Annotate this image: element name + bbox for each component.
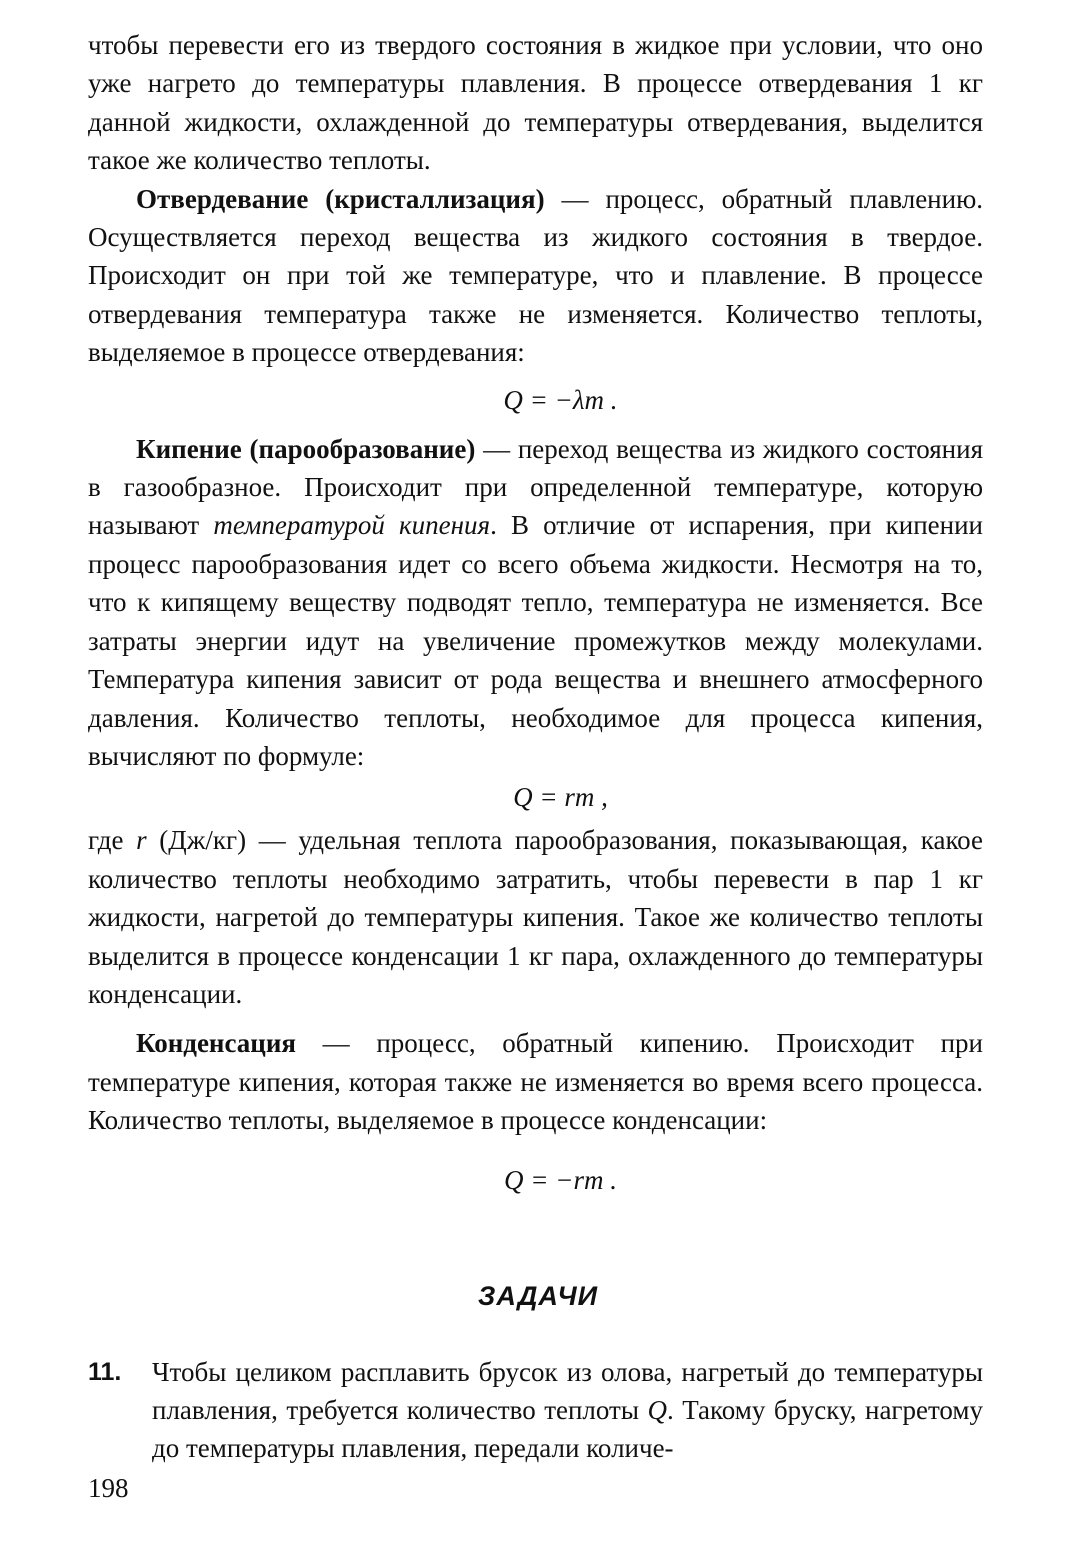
boiling-formula: Q = rm , bbox=[513, 782, 608, 813]
where-text: (Дж/кг) — удельная теплота парообразования, показывающая, какое количество теплоты необходимо затратить, чтобы перевести в пар 1 кг жидкости, нагретой до температуры кипения. Такое же количество теплоты выделится в процессе конденсации 1 кг пара, охлажденного до температуры конденсации. bbox=[88, 825, 983, 1009]
section-title: ЗАДАЧИ bbox=[477, 1280, 599, 1311]
boiling-text-part2: . В отличие от испарения, при кипении процесс парообразования идет со всего объема жидкости. Несмотря на то, что к кипящему веществу подводят тепло, температура не изменяется. Все затраты энергии идут на увеличение промежутков между молекулами. Температура кипения зависит от рода вещества и внешнего атмосферного давления. Количество теплоты, необходимое для процесса кипения, вычисляют по формуле: bbox=[88, 510, 983, 771]
page-content bbox=[88, 26, 983, 1468]
boiling-temperature-term: температурой кипения bbox=[213, 510, 491, 541]
task-text-part1: Чтобы целиком расплавить брусок из олова, нагретый до температуры плавления, требуется количество теплоты bbox=[152, 1356, 983, 1425]
where-prefix: где bbox=[88, 825, 137, 856]
where-variable: r bbox=[136, 825, 147, 856]
condensation-formula: Q = −rm . bbox=[504, 1164, 617, 1195]
condensation-term: Конденсация bbox=[136, 1028, 297, 1059]
solidification-formula: Q = −λm . bbox=[503, 384, 618, 415]
solidification-text: — процесс, обратный плавлению. Осуществляется переход вещества из жидкого состояния в твердое. Происходит он при той же температуре, что и плавление. В процессе отвердевания температура также не изменяется. Количество теплоты, выделяемое в процессе отвердевания: bbox=[88, 183, 983, 368]
task-variable: Q bbox=[647, 1394, 667, 1425]
boiling-definition-paragraph bbox=[88, 821, 983, 1013]
task-11 bbox=[88, 1353, 983, 1468]
solidification-paragraph bbox=[88, 180, 983, 372]
solidification-term: Отвердевание (кристаллизация) bbox=[136, 183, 545, 214]
task-text bbox=[152, 1353, 983, 1468]
condensation-text: — процесс, обратный кипению. Происходит при температуре кипения, которая также не изменяется во время всего процесса. Количество теплоты, выделяемое в процессе конденсации: bbox=[88, 1028, 983, 1136]
task-text-part2: . Такому бруску, нагретому до температуры плавления, передали количе- bbox=[152, 1394, 983, 1464]
boiling-text-part1: — переход вещества из жидкого состояния в газообразное. Происходит при определенной температуре, которую называют bbox=[88, 433, 983, 541]
boiling-paragraph bbox=[88, 430, 983, 776]
boiling-term: Кипение (парообразование) bbox=[136, 433, 476, 464]
page-number: 198 bbox=[88, 1473, 129, 1503]
intro-paragraph: чтобы перевести его из твердого состояния в жидкое при условии, что оно уже нагрето до температуры плавления. В процессе отвердевания 1 кг данной жидкости, охлажденной до температуры отвердевания, выделится такое же количество теплоты. bbox=[88, 30, 983, 176]
condensation-paragraph bbox=[88, 1024, 983, 1139]
task-number: 11. bbox=[88, 1357, 122, 1386]
